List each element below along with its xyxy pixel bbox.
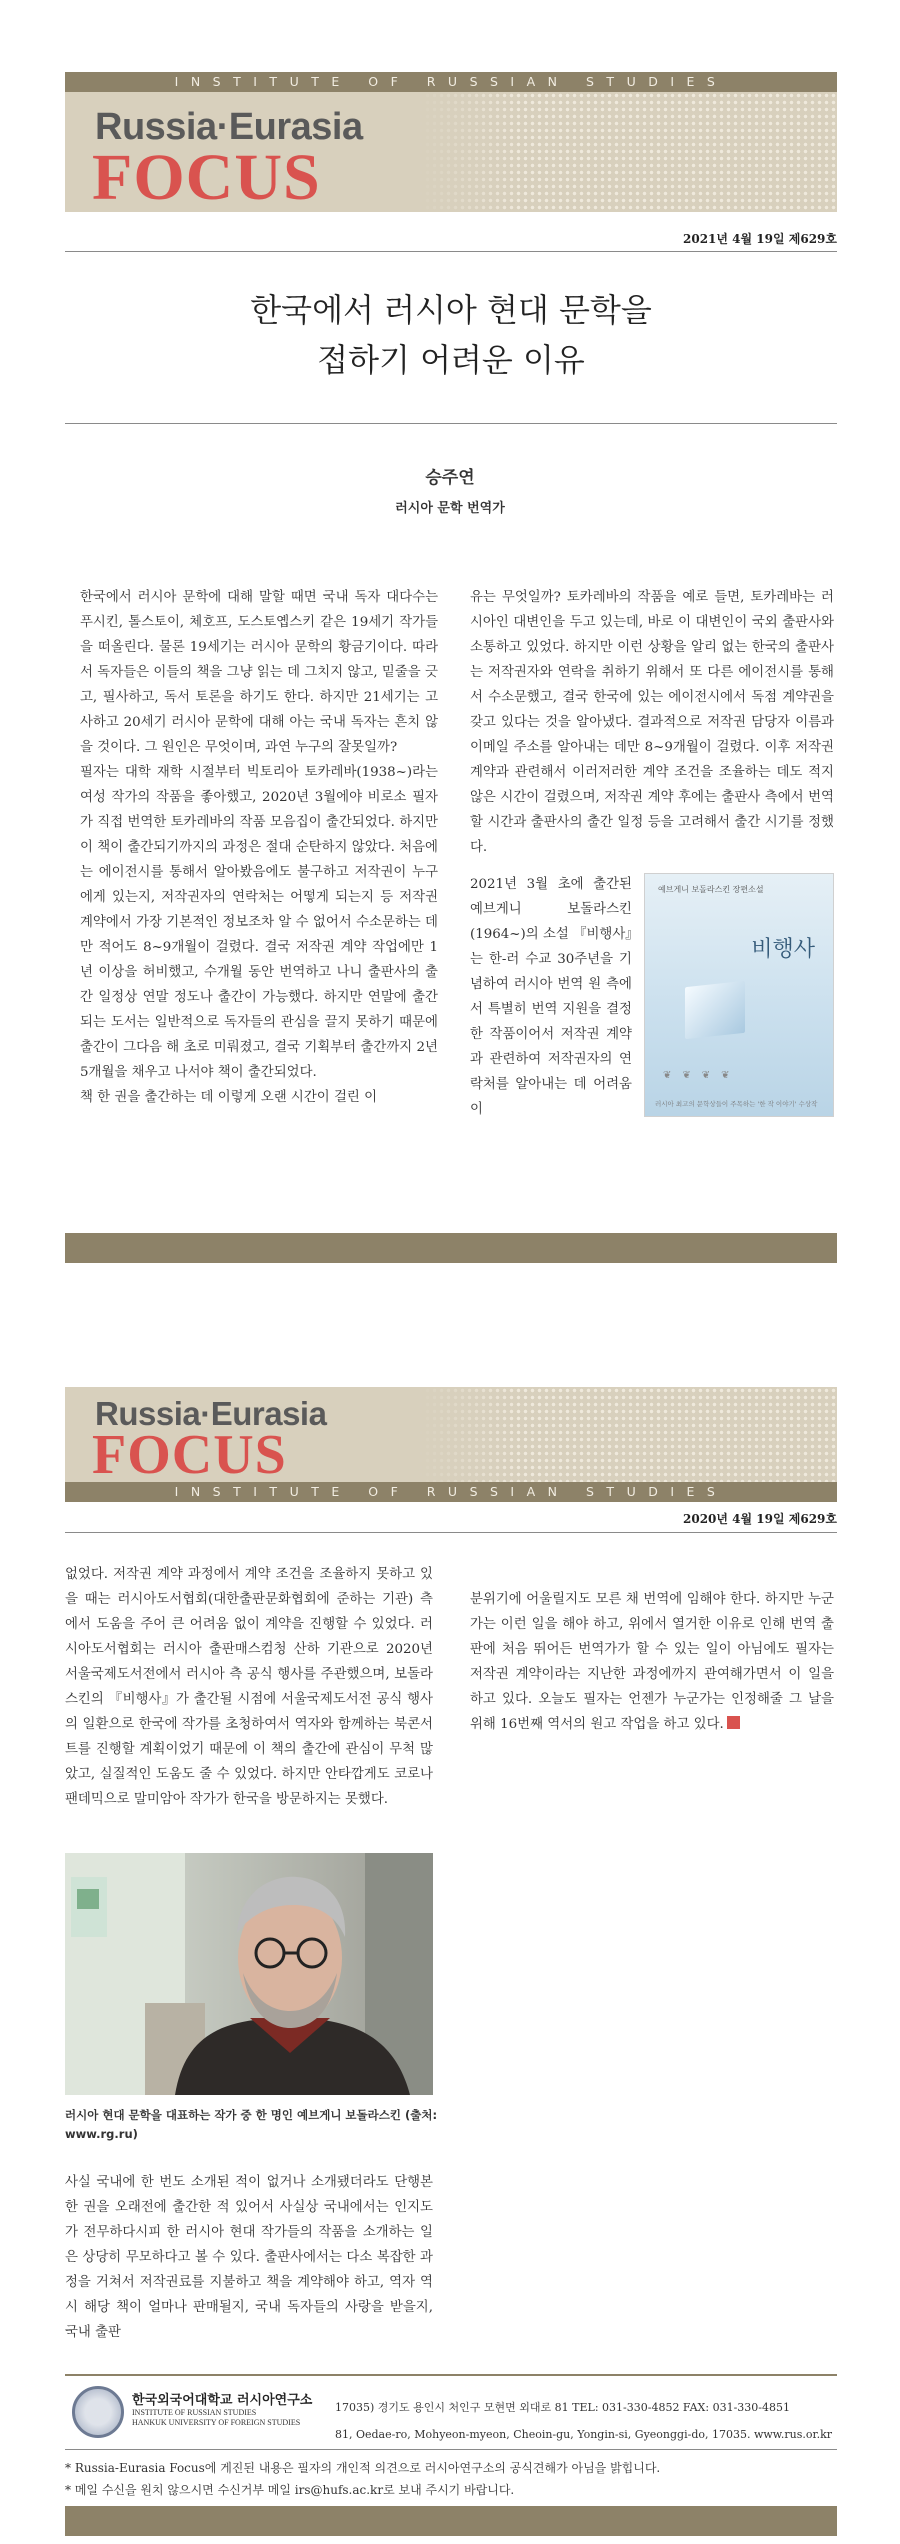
brand-top: Russia·Eurasia [95,106,363,148]
page2-left-column: 없었다. 저작권 계약 과정에서 계약 조건을 조율하지 못하고 있을 때는 러시아도서협회(대한출판문화협회에 준하는 기관) 측에서 도움을 주어 큰 어려움 없이 계약을 진행할 수 있었다. 러시아도서협회는 러시아 출판매스컴청 산하 기관으로 2020년 서울국제도서전에서 러시아 측 공식 행사를 주관했으며, 보돌라스킨의 『비행사』가 출간될 시점에 서울국제도서전 공식 행사의 일환으로 한국에 작가를 초청하여서 역자와 함께하는 북콘서트를 진행할 계획이었기 때문에 이 책의 출간에 관심이 무척 많았고, 실질적인 도움도 줄 수 있었다. 하지만 안타깝게도 코로나 팬데믹으로 말미암아 작가가 한국을 방문하지는 못했다. [65,1567,433,1807]
book-art-shape [685,981,745,1039]
photo-caption: 러시아 현대 문학을 대표하는 작가 중 한 명인 예브게니 보돌라스킨 (출처: www.rg.ru) [65,2108,438,2141]
institute-block [132,2389,312,2428]
institute-english-2: HANKUK UNIVERSITY OF FOREIGN STUDIES [132,2418,301,2427]
brand-focus: FOCUS [92,1424,287,1482]
institute-band-top: INSTITUTE OF RUSSIAN STUDIES [65,72,837,92]
page1-right-column-top: 유는 무엇일까? 토카레바의 작품을 예로 들면, 토카레바는 러시아인 대변인을 두고 있는데, 바로 이 대변인이 국외 출판사와 소통하고 있었다. 하지만 이런 상황을 알리 없는 한국의 출판사는 저작권자와 연락을 취하기 위해서 또 다른 에이전시를 통해서 수소문했고, 결국 한국에 있는 에이전시에서 독점 계약권을 갖고 있다는 것을 알아냈다. 결과적으로 저작권 담당자 이름과 이메일 주소를 알아내는 데만 8~9개월이 걸렸다. 이후 저작권 계약과 관련해서 이러저러한 계약 조건을 조율하는 데도 적지 않은 시간이 걸렸으며, 저작권 계약 후에는 출판사 측에서 번역할 시간과 출판사의 출간 일정 등을 고려해서 출간 시기를 정했다. [470,590,834,855]
institute-band-page2: INSTITUTE OF RUSSIAN STUDIES [65,1482,837,1502]
divider [65,2449,837,2450]
address-block [335,2394,832,2448]
author-photo [65,1853,433,2095]
title-line-2: 접하기 어려운 이유 [317,341,585,379]
brand-focus: FOCUS [92,141,321,212]
page2-right-column [470,1562,834,1737]
author-photo-graphic [65,1853,433,2095]
book-bottom-text: 러시아 최고의 문학상들이 주목하는 '한 작 이야기' 수상작 [655,1100,818,1108]
university-logo-icon [72,2386,124,2438]
issue-date: 2021년 4월 19일 제629호 [683,232,837,246]
divider [65,1532,837,1533]
institute-korean: 한국외국어대학교 러시아연구소 [132,2393,313,2408]
page2-right-text: 분위기에 어울릴지도 모른 채 번역에 임해야 한다. 하지만 누군가는 이런 일을 해야 하고, 위에서 열거한 이유로 인해 번역 출판에 처음 뛰어든 번역가가 할 수 있는 일이 아님에도 필자는 저작권 계약이라는 지난한 과정에까지 관여해가면서 이 일을 하고 있다. 오늘도 필자는 언젠가 누군가는 인정해줄 그 날을 위해 16번째 역서의 원고 작업을 하고 있다. [470,1592,834,1732]
award-laurels: ❦❦❦❦ [663,1070,741,1081]
page1-left-column: 한국에서 러시아 문학에 대해 말할 때면 국내 독자 대다수는 푸시킨, 톨스토이, 체호프, 도스토옙스키 같은 19세기 작가들을 떠올린다. 물론 19세기는 러시아 문학의 황금기이다. 따라서 독자들은 이들의 책을 그냥 읽는 데 그치지 않고, 밑줄을 긋고, 필사하고, 독서 토론을 하기도 한다. 하지만 21세기는 고사하고 20세기 러시아 문학에 대해 아는 국내 독자는 흔치 않을 것이다. 그 원인은 무엇이며, 과연 누구의 잘못일까? 필자는 대학 재학 시절부터 빅토리아 토카레바(1938~)라는 여성 작가의 작품을 좋아했고, 2020년 3월에야 비로소 필자가 직접 번역한 토카레바의 작품 모음집이 출간되었다. 하지만 이 책이 출간되기까지의 과정은 절대 순탄하지 않았다. 처음에는 에이전시를 통해서 알아봤음에도 불구하고 저작권이 누구에게 있는지, 저작권자의 연락처는 어떻게 되는지 등 저작권 계약에서 가장 기본적인 정보조차 알 수 없어서 수소문하는 데만 적어도 8~9개월이 걸렸다. 결국 저작권 계약 작업에만 1년 이상을 허비했고, 수개월 동안 번역하고 나니 출판사의 출간 일정상 연말 정도나 출간이 가능했다. 하지만 연말에 출간되는 도서는 일반적으로 독자들의 관심을 끌지 못하기 때문에 출간이 그다음 해 초로 미뤄졌고, 결국 기획부터 출간까지 2년 5개월을 채우고 나서야 책이 출간되었다. 책 한 권을 출간하는 데 이렇게 오랜 시간이 걸린 이 [80,590,438,1105]
institute-english-1: INSTITUTE OF RUSSIAN STUDIES [132,2408,257,2417]
divider [65,2374,837,2376]
end-mark-icon [727,1716,740,1729]
title-line-1: 한국에서 러시아 현대 문학을 [250,291,652,329]
issue-date-page2: 2020년 4월 19일 제629호 [683,1512,837,1526]
page1-bottom-bar [65,1233,837,1263]
map-dots-graphic [417,1387,837,1482]
page2-bottom-bar [65,2506,837,2536]
divider [65,251,837,252]
footer-note-1: * Russia-Eurasia Focus에 게진된 내용은 필자의 개인적 의견으로 러시아연구소의 공식견해가 아님을 밝힙니다. [65,2461,661,2475]
author-role: 러시아 문학 번역가 [395,501,505,516]
divider [65,423,837,424]
page1-right-column-wrap: 2021년 3월 초에 출간된 예브게니 보돌라스킨(1964~)의 소설 『비행사』는 한-러 수교 30주년을 기념하여 러시아 번역 원 측에서 특별히 번역 지원을 결정한 작품이어서 저작권 계약과 관련하여 저작권자의 연락처를 알아내는 데 어려움이 [470,877,632,1117]
address-english: 81, Oedae-ro, Mohyeon-myeon, Cheoin-gu, Yongin-si, Gyeonggi-do, 17035. www.rus.or.kr [335,2428,832,2441]
book-cover-image [644,873,834,1117]
map-dots-graphic [417,92,837,212]
footer-note-2: * 메일 수신을 원치 않으시면 수신거부 메일 irs@hufs.ac.kr로 보내 주시기 바랍니다. [65,2483,515,2497]
book-author-text: 예브게니 보돌라스킨 장편소설 [658,885,764,894]
book-title: 비행사 [751,937,815,962]
masthead-page2 [65,1387,837,1482]
page2-after-photo: 사실 국내에 한 번도 소개된 적이 없거나 소개됐더라도 단행본 한 권을 오래전에 출간한 적 있어서 사실상 국내에서는 인지도가 전무하다시피 한 러시아 현대 작가들의 작품을 소개하는 일은 상당히 무모하다고 볼 수 있다. 출판사에서는 다소 복잡한 과정을 거쳐서 저작권료를 지불하고 책을 계약해야 하고, 역자 역시 해당 책이 얼마나 판매될지, 국내 독자들의 사랑을 받을지, 국내 출판 [65,2175,433,2340]
address-korean: 17035) 경기도 용인시 처인구 모현면 외대로 81 TEL: 031-330-4852 FAX: 031-330-4851 [335,2401,791,2414]
brand-top: Russia·Eurasia [95,1395,327,1432]
author-name: 승주연 [425,468,475,488]
masthead [65,92,837,212]
article-title [65,285,837,385]
footer-notes [65,2457,660,2501]
